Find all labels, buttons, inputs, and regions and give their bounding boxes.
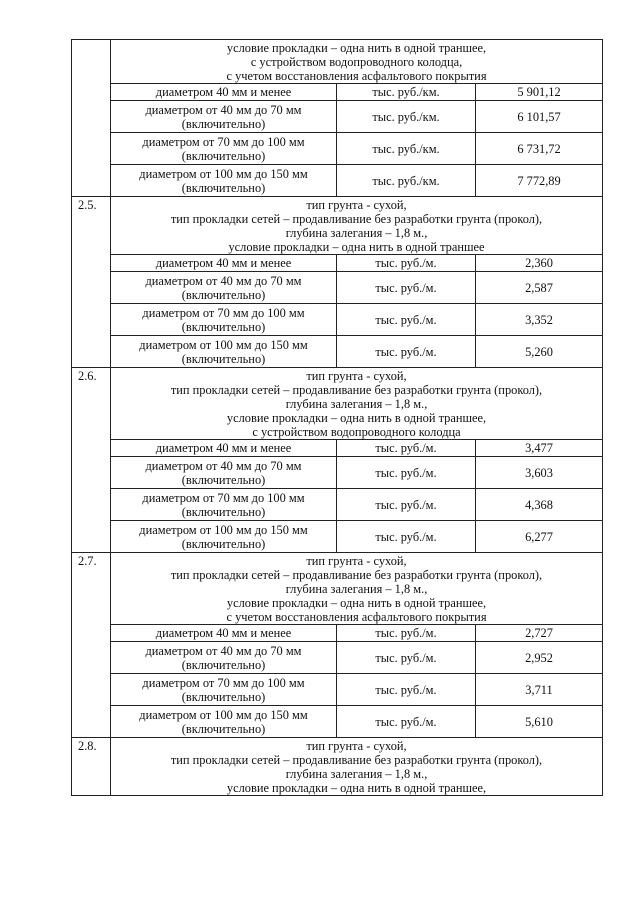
tariff-table	[71, 39, 603, 796]
section-description-line: условие прокладки – одна нить в одной траншее,	[226, 41, 487, 55]
diameter-cell	[111, 336, 337, 368]
price-value-cell: 2,727	[476, 625, 603, 642]
table-row	[72, 336, 603, 368]
section-header-row	[72, 738, 603, 796]
unit-cell: тыс. руб./м.	[337, 272, 476, 304]
diameter-label-line: диаметром от 100 мм до 150 мм	[139, 337, 308, 352]
section-header-row	[72, 197, 603, 255]
table-row	[72, 101, 603, 133]
unit-cell: тыс. руб./м.	[337, 336, 476, 368]
diameter-label-line: диаметром от 40 мм до 70 мм	[145, 273, 302, 288]
diameter-label-line: диаметром от 100 мм до 150 мм	[139, 522, 308, 537]
section-description-line: условие прокладки – одна нить в одной траншее,	[226, 781, 487, 795]
diameter-cell	[111, 440, 337, 457]
section-description-line: с учетом восстановления асфальтового покрытия	[226, 610, 487, 624]
diameter-label-line: диаметром от 100 мм до 150 мм	[139, 166, 308, 181]
diameter-cell	[111, 165, 337, 197]
diameter-label-line: диаметром от 70 мм до 100 мм	[142, 134, 305, 149]
diameter-cell	[111, 255, 337, 272]
unit-cell: тыс. руб./м.	[337, 457, 476, 489]
diameter-label-line: (включительно)	[181, 536, 266, 551]
diameter-cell	[111, 101, 337, 133]
diameter-label-line: (включительно)	[181, 148, 266, 163]
diameter-label-line: (включительно)	[181, 351, 266, 366]
diameter-label-line: диаметром от 40 мм до 70 мм	[145, 458, 302, 473]
diameter-label-line: (включительно)	[181, 472, 266, 487]
section-description-line: глубина залегания – 1,8 м.,	[285, 397, 428, 411]
diameter-cell	[111, 304, 337, 336]
diameter-label-line: (включительно)	[181, 180, 266, 195]
section-description-line: с устройством водопроводного колодца,	[250, 55, 463, 69]
unit-cell: тыс. руб./м.	[337, 706, 476, 738]
section-description	[111, 368, 603, 440]
price-value-cell: 3,711	[476, 674, 603, 706]
price-value-cell: 2,952	[476, 642, 603, 674]
table-row	[72, 84, 603, 101]
unit-cell: тыс. руб./м.	[337, 674, 476, 706]
diameter-cell	[111, 642, 337, 674]
price-value-cell: 3,352	[476, 304, 603, 336]
unit-cell: тыс. руб./м.	[337, 642, 476, 674]
diameter-label-line: (включительно)	[181, 319, 266, 334]
diameter-label-line: диаметром от 70 мм до 100 мм	[142, 305, 305, 320]
table-row	[72, 440, 603, 457]
diameter-label-line: диаметром 40 мм и менее	[155, 626, 292, 640]
section-number	[72, 40, 111, 197]
section-header-row	[72, 368, 603, 440]
diameter-label-line: диаметром от 40 мм до 70 мм	[145, 643, 302, 658]
table-row	[72, 706, 603, 738]
table-row	[72, 674, 603, 706]
table-row	[72, 521, 603, 553]
table-row	[72, 625, 603, 642]
diameter-label-line: (включительно)	[181, 504, 266, 519]
section-description-line: условие прокладки – одна нить в одной траншее,	[226, 411, 487, 425]
diameter-label-line: диаметром от 100 мм до 150 мм	[139, 707, 308, 722]
diameter-label-line: диаметром от 70 мм до 100 мм	[142, 675, 305, 690]
diameter-label-line: диаметром от 40 мм до 70 мм	[145, 102, 302, 117]
unit-cell: тыс. руб./м.	[337, 255, 476, 272]
section-header-row	[72, 553, 603, 625]
diameter-cell	[111, 674, 337, 706]
section-description-line: с устройством водопроводного колодца	[252, 425, 461, 439]
table-row	[72, 304, 603, 336]
section-number: 2.7.	[72, 553, 111, 738]
table-row	[72, 489, 603, 521]
price-value-cell: 7 772,89	[476, 165, 603, 197]
unit-cell: тыс. руб./км.	[337, 84, 476, 101]
diameter-label-line: (включительно)	[181, 689, 266, 704]
section-description-line: тип грунта - сухой,	[306, 739, 407, 753]
section-description-line: глубина залегания – 1,8 м.,	[285, 582, 428, 596]
diameter-label-line: (включительно)	[181, 287, 266, 302]
price-value-cell: 3,603	[476, 457, 603, 489]
diameter-label-line: (включительно)	[181, 116, 266, 131]
section-description-line: тип прокладки сетей – продавливание без разработки грунта (прокол),	[170, 383, 543, 397]
unit-cell: тыс. руб./м.	[337, 625, 476, 642]
unit-cell: тыс. руб./м.	[337, 521, 476, 553]
unit-cell: тыс. руб./км.	[337, 101, 476, 133]
diameter-label-line: диаметром 40 мм и менее	[155, 256, 292, 270]
section-number: 2.5.	[72, 197, 111, 368]
table-row	[72, 272, 603, 304]
diameter-label-line: диаметром от 70 мм до 100 мм	[142, 490, 305, 505]
diameter-cell	[111, 457, 337, 489]
diameter-cell	[111, 272, 337, 304]
section-description-line: тип прокладки сетей – продавливание без разработки грунта (прокол),	[170, 753, 543, 767]
diameter-cell	[111, 706, 337, 738]
price-value-cell: 3,477	[476, 440, 603, 457]
unit-cell: тыс. руб./м.	[337, 440, 476, 457]
section-number: 2.8.	[72, 738, 111, 796]
unit-cell: тыс. руб./м.	[337, 304, 476, 336]
diameter-cell	[111, 625, 337, 642]
diameter-cell	[111, 133, 337, 165]
price-value-cell: 5,260	[476, 336, 603, 368]
section-description-line: с учетом восстановления асфальтового покрытия	[226, 69, 487, 83]
diameter-cell	[111, 489, 337, 521]
section-description-line: условие прокладки – одна нить в одной траншее,	[226, 596, 487, 610]
price-value-cell: 2,360	[476, 255, 603, 272]
section-description-line: глубина залегания – 1,8 м.,	[285, 767, 428, 781]
price-value-cell: 6 101,57	[476, 101, 603, 133]
price-value-cell: 5,610	[476, 706, 603, 738]
section-header-row	[72, 40, 603, 84]
price-value-cell: 4,368	[476, 489, 603, 521]
price-value-cell: 2,587	[476, 272, 603, 304]
section-description	[111, 738, 603, 796]
section-description	[111, 553, 603, 625]
section-description-line: тип грунта - сухой,	[306, 369, 407, 383]
section-description	[111, 40, 603, 84]
price-value-cell: 5 901,12	[476, 84, 603, 101]
diameter-cell	[111, 84, 337, 101]
table-row	[72, 255, 603, 272]
section-description-line: тип грунта - сухой,	[306, 198, 407, 212]
unit-cell: тыс. руб./м.	[337, 489, 476, 521]
table-row	[72, 165, 603, 197]
diameter-cell	[111, 521, 337, 553]
diameter-label-line: (включительно)	[181, 721, 266, 736]
section-description-line: тип грунта - сухой,	[306, 554, 407, 568]
price-value-cell: 6 731,72	[476, 133, 603, 165]
unit-cell: тыс. руб./км.	[337, 133, 476, 165]
section-number: 2.6.	[72, 368, 111, 553]
table-row	[72, 457, 603, 489]
section-description	[111, 197, 603, 255]
section-description-line: тип прокладки сетей – продавливание без разработки грунта (прокол),	[170, 212, 543, 226]
table-row	[72, 133, 603, 165]
table-row	[72, 642, 603, 674]
diameter-label-line: диаметром 40 мм и менее	[155, 85, 292, 99]
section-description-line: тип прокладки сетей – продавливание без разработки грунта (прокол),	[170, 568, 543, 582]
diameter-label-line: диаметром 40 мм и менее	[155, 441, 292, 455]
section-description-line: глубина залегания – 1,8 м.,	[285, 226, 428, 240]
unit-cell: тыс. руб./км.	[337, 165, 476, 197]
diameter-label-line: (включительно)	[181, 657, 266, 672]
section-description-line: условие прокладки – одна нить в одной траншее	[228, 240, 485, 254]
price-value-cell: 6,277	[476, 521, 603, 553]
